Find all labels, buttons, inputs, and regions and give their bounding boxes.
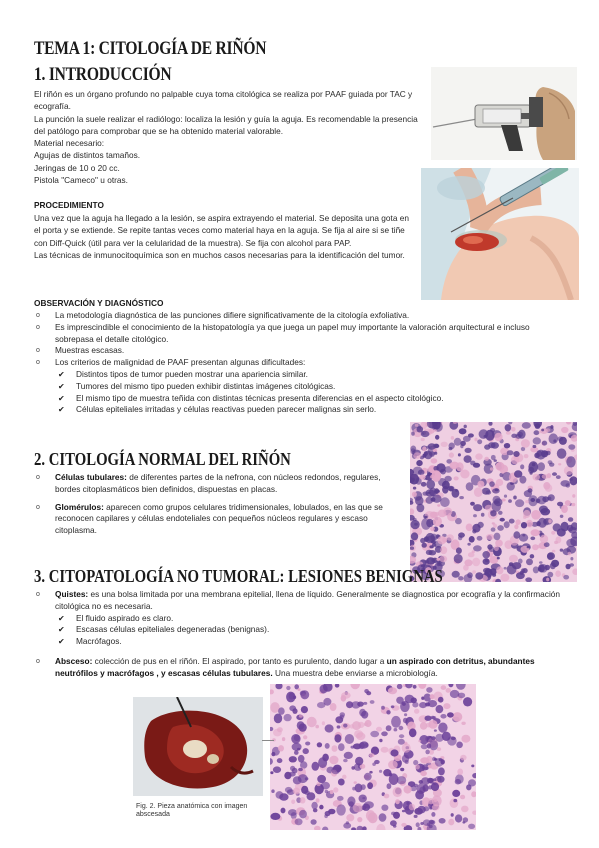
section-2-list-container — [34, 472, 400, 537]
figure-caption: Fig. 2. Pieza anatómica con imagen abscesada — [136, 803, 248, 818]
intro-paragraph: Jeringas de 10 o 20 cc. — [34, 162, 120, 173]
criteria-item: ✔ Células epiteliales irritadas y células reactivas pueden parecer malignas sin serlo. — [56, 404, 564, 416]
term-label: Células tubulares: — [55, 472, 127, 482]
term-label: Glomérulos: — [55, 501, 104, 512]
observation-item: o Es imprescindible el conocimiento de la histopatología ya que juega un papel muy importante la valoración arquitectural e incluso sobrepasa el detalle citológico. — [34, 322, 564, 346]
section-3-heading: 3. CITOPATOLOGÍA NO TUMORAL: LESIONES BENIGNAS — [34, 566, 443, 586]
intro-paragraph: Material necesario: — [34, 138, 105, 149]
abscess-list — [34, 656, 564, 680]
glomeruli-item — [34, 502, 400, 537]
term-highlight: un aspirado con detritus, abundantes neutrófilos y macrófagos , y escasas células tubulares. — [55, 655, 535, 678]
procedure-text — [34, 212, 414, 261]
cysts-item — [34, 589, 564, 613]
section-1-heading: 1. INTRODUCCIÓN — [34, 64, 172, 85]
intro-paragraph: Agujas de distintos tamaños. — [34, 150, 141, 161]
abscess-histology-image — [270, 684, 476, 830]
figure-connector-line — [262, 740, 274, 741]
tubular-cells-item — [34, 472, 400, 496]
intro-text — [34, 88, 422, 186]
observation-item: o La metodología diagnóstica de las punciones difiere significativamente de la citología exfoliativa. — [34, 310, 564, 322]
abscess-item — [34, 656, 564, 680]
observation-list-container — [34, 310, 564, 416]
benign-lesions-list — [34, 589, 564, 613]
intro-paragraph: Pistola "Cameco" u otras. — [34, 175, 128, 186]
criteria-item: ✔ Distintos tipos de tumor pueden mostrar una apariencia similar. — [56, 369, 564, 381]
procedure-paragraph: Una vez que la aguja ha llegado a la lesión, se aspira extrayendo el material. Se deposita una gota en el porta y se extiende. Se repite tantas veces como material haya en la aguja. Se fija al aire si se tiñe con Diff-Quick (útil para ver la celularidad de la muestra). Se fija con alcohol para PAP. — [34, 213, 409, 248]
section-3-list-container — [34, 589, 564, 680]
page-title: TEMA 1: CITOLOGÍA DE RIÑÓN — [34, 38, 267, 59]
criteria-item: ✔ El mismo tipo de muestra teñida con distintas técnicas presenta diferencias en el aspecto citológico. — [56, 393, 564, 405]
normal-cytology-list — [34, 472, 400, 537]
term-description: es una bolsa limitada por una membrana epitelial, llena de líquido. Generalmente se diagnostica por ecografía y la confirmación citológica no es necesaria. — [55, 589, 561, 611]
procedure-heading: PROCEDIMIENTO — [34, 200, 104, 210]
observation-item: o Muestras escasas. — [34, 345, 564, 357]
kidney-puncture-illustration — [421, 168, 579, 300]
malignancy-criteria-list — [56, 369, 564, 416]
glomerulus-histology-image — [410, 422, 577, 582]
term-description: aparecen como grupos celulares tridimensionales, lobulados, en las que se reconocen capilares y células endoteliales con pequeños núcleos regulares y escaso citoplasma. — [55, 501, 383, 536]
term-description: de diferentes partes de la nefrona, con núcleos redondos, regulares, bordes citoplasmáticos bien definidos, dispuestas en placas. — [55, 472, 381, 494]
term-label: Absceso: — [55, 655, 93, 666]
cyst-feature-item: ✔ El fluido aspirado es claro. — [56, 613, 564, 625]
section-2-heading: 2. CITOLOGÍA NORMAL DEL RIÑÓN — [34, 449, 291, 469]
intro-paragraph: El riñón es un órgano profundo no palpable cuya toma citológica se realiza por PAAF guiada por TAC y ecografía. — [34, 89, 413, 112]
intro-paragraph: La punción la suele realizar el radiólogo: localiza la lesión y guía la aguja. Es recomendable la presencia del patólogo para comprobar que se ha obtenido material valorable. — [34, 113, 418, 136]
observation-item: o Los criterios de malignidad de PAAF presentan algunas dificultades: — [34, 357, 564, 369]
cyst-feature-item: ✔ Escasas células epiteliales degeneradas (benignas). — [56, 624, 564, 636]
criteria-item: ✔ Tumores del mismo tipo pueden exhibir distintas imágenes citológicas. — [56, 381, 564, 393]
term-description: colección de pus en el riñón. El aspirado, por tanto es purulento, dando lugar a — [92, 655, 387, 666]
term-description: Una muestra debe enviarse a microbiología. — [272, 667, 438, 678]
cyst-feature-item: ✔ Macrófagos. — [56, 636, 564, 648]
procedure-paragraph: Las técnicas de inmunocitoquímica son en muchos casos necesarias para la identificación del tumor. — [34, 249, 405, 260]
syringe-gun-photo — [431, 67, 577, 160]
observation-heading: OBSERVACIÓN Y DIAGNÓSTICO — [34, 298, 164, 308]
observation-list — [34, 310, 564, 369]
term-label: Quistes: — [55, 589, 89, 599]
kidney-specimen-photo — [133, 697, 263, 796]
cyst-features-list — [56, 613, 564, 648]
